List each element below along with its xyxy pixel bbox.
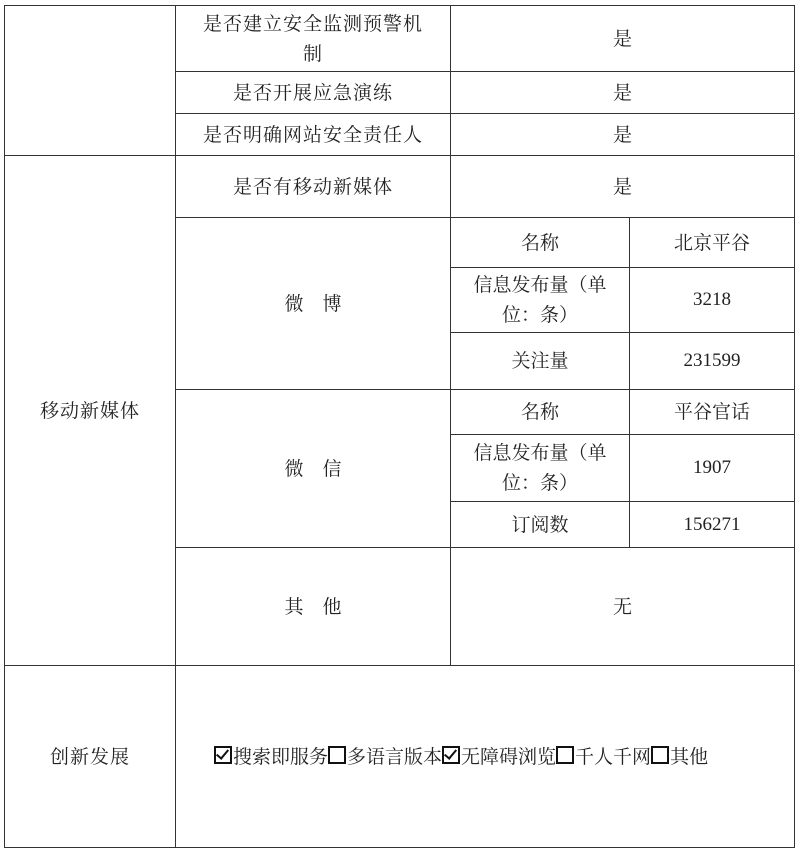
wechat-subscribers-label: 订阅数 — [451, 502, 630, 548]
security-section-cell — [5, 6, 176, 156]
checkbox-icon[interactable] — [442, 746, 460, 764]
other-media-label: 其 他 — [176, 548, 451, 666]
weibo-followers-value: 231599 — [630, 333, 795, 390]
wechat-subscribers-value: 156271 — [630, 502, 795, 548]
checkbox-icon[interactable] — [651, 746, 669, 764]
checkbox-icon[interactable] — [556, 746, 574, 764]
checkbox-icon[interactable] — [328, 746, 346, 764]
weibo-posts-value: 3218 — [630, 268, 795, 333]
report-table — [4, 5, 795, 848]
option-multilingual[interactable]: 多语言版本 — [328, 746, 442, 768]
monitoring-value: 是 — [451, 6, 795, 72]
weibo-posts-label: 信息发布量（单位：条） — [451, 268, 630, 333]
has-mobile-media-value: 是 — [451, 156, 795, 218]
weibo-followers-label: 关注量 — [451, 333, 630, 390]
option-search-service[interactable]: 搜索即服务 — [214, 746, 328, 768]
innovation-section-label: 创新发展 — [5, 666, 176, 848]
wechat-name-label: 名称 — [451, 390, 630, 435]
mobile-media-section-label: 移动新媒体 — [5, 156, 176, 666]
drill-label: 是否开展应急演练 — [176, 72, 451, 114]
responsible-label: 是否明确网站安全责任人 — [176, 114, 451, 156]
drill-value: 是 — [451, 72, 795, 114]
other-media-value: 无 — [451, 548, 795, 666]
option-accessibility[interactable]: 无障碍浏览 — [442, 746, 556, 768]
table-row — [5, 666, 795, 848]
responsible-value: 是 — [451, 114, 795, 156]
option-personalized[interactable]: 千人千网 — [556, 746, 651, 768]
table-row — [5, 156, 795, 218]
weibo-label: 微 博 — [176, 218, 451, 390]
wechat-posts-label: 信息发布量（单位：条） — [451, 435, 630, 502]
table-row — [5, 6, 795, 72]
wechat-label: 微 信 — [176, 390, 451, 548]
option-other[interactable]: 其他 — [651, 746, 708, 768]
wechat-name-value: 平谷官话 — [630, 390, 795, 435]
weibo-name-value: 北京平谷 — [630, 218, 795, 268]
wechat-posts-value: 1907 — [630, 435, 795, 502]
checkbox-icon[interactable] — [214, 746, 232, 764]
weibo-name-label: 名称 — [451, 218, 630, 268]
monitoring-label: 是否建立安全监测预警机制 — [176, 6, 451, 72]
innovation-options — [176, 666, 795, 848]
has-mobile-media-label: 是否有移动新媒体 — [176, 156, 451, 218]
